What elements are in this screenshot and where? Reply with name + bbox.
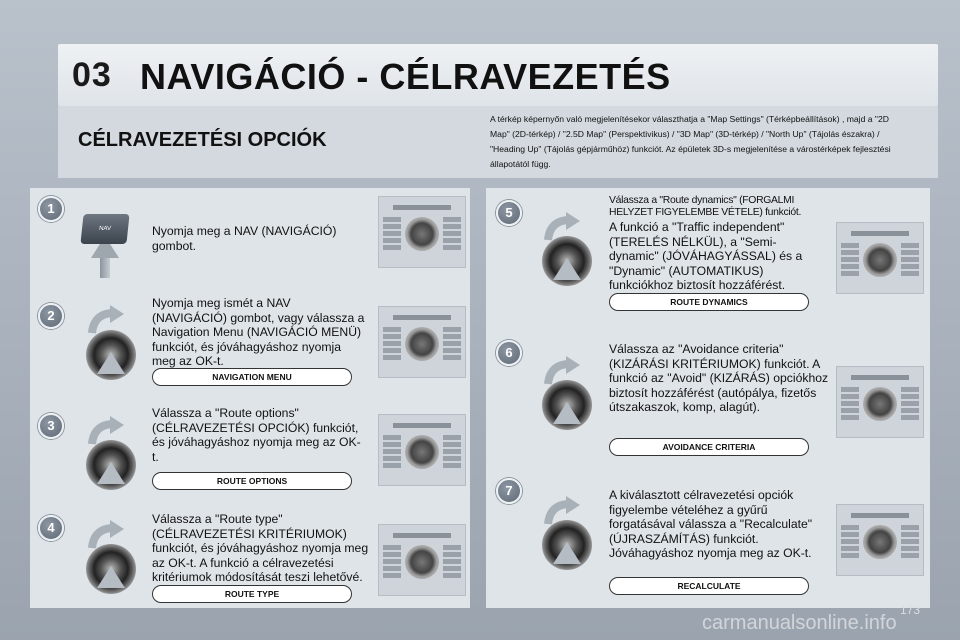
up-arrow-icon: [97, 462, 125, 484]
step-text: Válassza a "Route options" (CÉLRAVEZETÉSI OPCIÓK) funkciót, és jóváhagyáshoz nyomja meg az OK-t.: [152, 406, 361, 464]
head-unit-image: [378, 414, 466, 486]
nav-button[interactable]: NAV: [80, 214, 129, 244]
step-text: Nyomja meg ismét a NAV (NAVIGÁCIÓ) gombot, vagy válassza a Navigation Menu (NAVIGÁCIÓ MENÜ) funkciót, és jóváhagyáshoz nyomja meg az OK-t.: [152, 296, 365, 368]
avoidance-criteria-label: AVOIDANCE CRITERIA: [609, 438, 809, 456]
step-number: 7: [496, 478, 522, 504]
head-unit-image: [836, 366, 924, 438]
page-number: 173: [900, 603, 921, 617]
step-number: 6: [496, 340, 522, 366]
recalculate-label: RECALCULATE: [609, 577, 809, 595]
step-number: 3: [38, 413, 64, 439]
step-text: Válassza az "Avoidance criteria" (KIZÁRÁSI KRITÉRIUMOK) funkciót. A funkció az "Avoid" (KIZÁRÁS) opciókhoz biztosít hozzáférést (autópálya, fizetős útszakaszok, komp, alagút).: [609, 342, 829, 414]
step-number: 5: [496, 200, 522, 226]
head-unit-image: [378, 196, 466, 268]
step-number: 2: [38, 303, 64, 329]
up-arrow-icon: [97, 566, 125, 588]
intro-text: A térkép képernyőn való megjelenítésekor választhatja a "Map Settings" (Térképbeállítások) , majd a "2D Map" (2D-térkép) / "2.5D Map" (Perspektivikus) / "3D Map" (3D-térkép) / "North Up" (Tájolás északra) / "Heading Up" (Tájolás gépjárműhöz) funkciót. Az épületek 3D-s megjelenítése a várostérképek fejlesztési állapotától függ.: [490, 114, 891, 169]
arrow-shaft: [100, 256, 110, 278]
step-heading: Válassza a "Route dynamics" (FORGALMI HELYZET FIGYELEMBE VÉTELE) funkciót.: [609, 195, 802, 218]
step-number: 1: [38, 196, 64, 222]
head-unit-image: [836, 222, 924, 294]
head-unit-image: [378, 524, 466, 596]
route-options-label: ROUTE OPTIONS: [152, 472, 352, 490]
route-type-label: ROUTE TYPE: [152, 585, 352, 603]
route-dynamics-label: ROUTE DYNAMICS: [609, 293, 809, 311]
page-title: NAVIGÁCIÓ - CÉLRAVEZETÉS: [140, 56, 671, 97]
watermark: carmanualsonline.info: [702, 612, 897, 634]
chapter-number: 03: [72, 56, 112, 94]
navigation-menu-label: NAVIGATION MENU: [152, 368, 352, 386]
up-arrow-icon: [553, 542, 581, 564]
up-arrow-icon: [97, 352, 125, 374]
step-number: 4: [38, 515, 64, 541]
up-arrow-icon: [553, 402, 581, 424]
section-title: CÉLRAVEZETÉSI OPCIÓK: [78, 129, 327, 151]
step-text: Válassza a "Route type" (CÉLRAVEZETÉSI KRITÉRIUMOK) funkciót, és jóváhagyáshoz nyomja meg az OK-t. A funkció a célravezetési kritériumok módosítását teszi lehetővé.: [152, 512, 369, 584]
up-arrow-icon: [553, 258, 581, 280]
head-unit-image: [836, 504, 924, 576]
step-text: Nyomja meg a NAV (NAVIGÁCIÓ) gombot.: [152, 224, 337, 253]
step-text: A kiválasztott célravezetési opciók figyelembe vételéhez a gyűrű forgatásával válassza a "Recalculate" (ÚJRASZÁMÍTÁS) funkciót. Jóváhagyáshoz nyomja meg az OK-t.: [609, 488, 813, 560]
step-text: A funkció a "Traffic independent" (TERELÉS NÉLKÜL), a "Semi-dynamic" (JÓVÁHAGYÁSSAL) és a "Dynamic" (AUTOMATIKUS) funkciókhoz biztosít hozzáférést.: [609, 220, 803, 292]
head-unit-image: [378, 306, 466, 378]
